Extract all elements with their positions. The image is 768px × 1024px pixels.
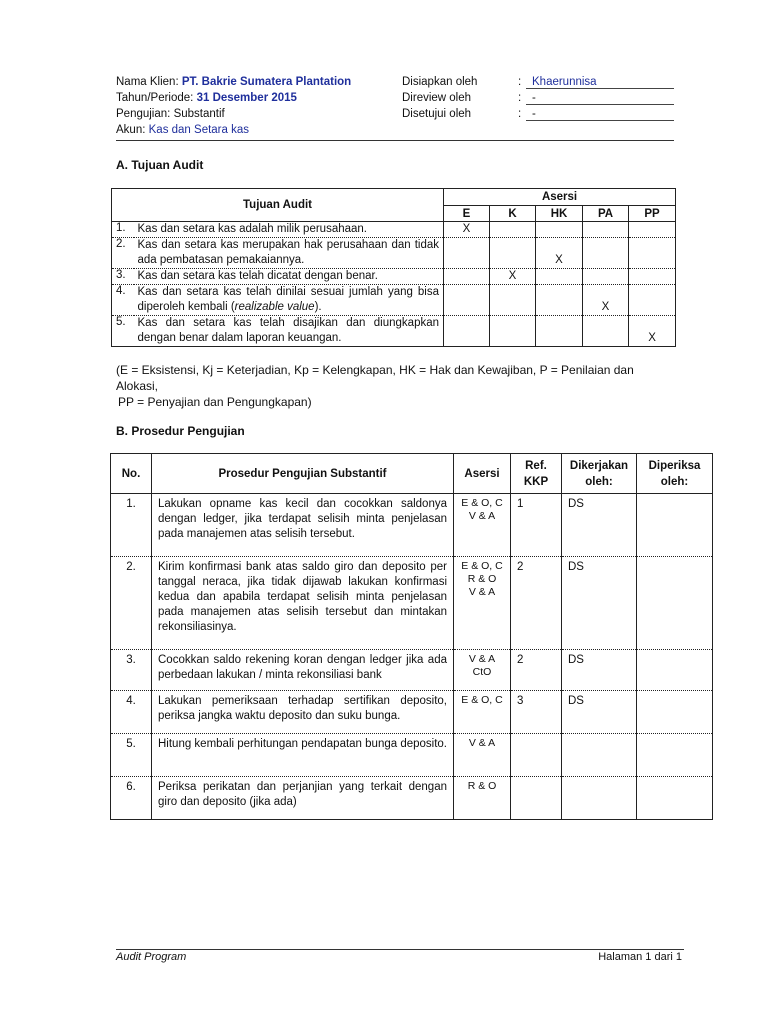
col-header-asersi-b: Asersi: [454, 454, 511, 494]
row-text-italic: realizable value: [234, 301, 315, 313]
mark-e: [444, 285, 490, 316]
table-row: [111, 777, 713, 820]
row-dikerjakan: DS: [562, 691, 637, 734]
asersi-line: R & O: [467, 573, 497, 585]
row-dikerjakan: [562, 734, 637, 777]
row-asersi: [454, 494, 511, 557]
row-number: 4.: [111, 691, 152, 734]
approved-by-label: Disetujui oleh: [402, 108, 472, 120]
table-row: [112, 222, 676, 238]
row-procedure: Hitung kembali perhitungan pendapatan bunga deposito.: [152, 734, 454, 777]
col-header-pa: PA: [583, 206, 629, 222]
mark-k: [490, 238, 536, 269]
row-diperiksa: [637, 777, 713, 820]
header-row-3: [116, 106, 674, 122]
table-row: [111, 734, 713, 777]
row-number: 6.: [111, 777, 152, 820]
asersi-line: V & A: [468, 586, 496, 598]
test-type-value: Substantif: [173, 108, 225, 120]
approved-by-value: -: [526, 106, 674, 121]
header-row-4: [116, 122, 674, 138]
row-ref: 2: [511, 557, 562, 650]
client-name: [116, 74, 351, 90]
table-row: [112, 316, 676, 347]
section-a-title: A. Tujuan Audit: [116, 158, 204, 172]
row-dikerjakan: DS: [562, 494, 637, 557]
mark-hk: X: [536, 238, 583, 269]
row-text: [134, 285, 444, 316]
mark-pa: [583, 222, 629, 238]
row-text-post: ).: [314, 301, 322, 313]
col-header-no: No.: [111, 454, 152, 494]
row-text: Kas dan setara kas telah dicatat dengan benar.: [134, 269, 444, 285]
row-diperiksa: [637, 734, 713, 777]
test-type-label: Pengujian:: [116, 108, 171, 120]
legend-line-1: (E = Eksistensi, Kj = Keterjadian, Kp = Kelengkapan, HK = Hak dan Kewajiban, P = Penilaian dan Alokasi,: [116, 363, 634, 393]
row-procedure: Lakukan opname kas kecil dan cocokkan saldonya dengan ledger, jika terdapat selisih minta penjelasan pada manajemen atas selisih tersebut.: [152, 494, 454, 557]
row-number: 1.: [111, 494, 152, 557]
row-text: Kas dan setara kas telah disajikan dan diungkapkan dengan benar dalam laporan keuangan.: [134, 316, 444, 347]
period: [116, 90, 297, 106]
document-header: [116, 74, 674, 138]
row-asersi: [454, 557, 511, 650]
row-number: 3.: [111, 650, 152, 691]
mark-e: X: [444, 222, 490, 238]
asersi-line: R & O: [467, 780, 497, 792]
row-asersi: [454, 691, 511, 734]
asersi-line: V & A: [468, 737, 496, 749]
row-diperiksa: [637, 494, 713, 557]
table-row: [111, 691, 713, 734]
mark-k: X: [490, 269, 536, 285]
row-ref: 2: [511, 650, 562, 691]
col-header-k: K: [490, 206, 536, 222]
row-text: Kas dan setara kas adalah milik perusahaan.: [134, 222, 444, 238]
mark-pa: [583, 269, 629, 285]
table-row: [112, 285, 676, 316]
header-divider: [116, 140, 674, 141]
audit-objectives-table: [111, 188, 676, 347]
col-header-ref: Ref. KKP: [511, 454, 562, 494]
col-header-asersi: Asersi: [444, 189, 676, 206]
table-row: [111, 494, 713, 557]
reviewed-by-colon: :: [518, 92, 522, 104]
col-header-tujuan: Tujuan Audit: [112, 189, 444, 222]
table-row: [112, 238, 676, 269]
client-name-value: PT. Bakrie Sumatera Plantation: [181, 76, 352, 88]
test-type: [116, 106, 225, 122]
mark-k: [490, 316, 536, 347]
reviewed-by-value: -: [526, 90, 674, 105]
reviewed-by-label: Direview oleh: [402, 92, 472, 104]
mark-pa: [583, 316, 629, 347]
row-text: Kas dan setara kas merupakan hak perusahaan dan tidak ada pembatasan pemakaiannya.: [134, 238, 444, 269]
client-name-label: Nama Klien:: [116, 76, 179, 88]
col-header-dikerjakan: Dikerjakan oleh:: [562, 454, 637, 494]
row-diperiksa: [637, 650, 713, 691]
header-row-2: [116, 90, 674, 106]
period-label: Tahun/Periode:: [116, 92, 194, 104]
account-label: Akun:: [116, 124, 146, 136]
mark-k: [490, 285, 536, 316]
mark-hk: [536, 316, 583, 347]
row-number: 1.: [112, 222, 134, 238]
mark-e: [444, 238, 490, 269]
mark-pp: X: [629, 316, 676, 347]
row-procedure: Periksa perikatan dan perjanjian yang terkait dengan giro dan deposito (jika ada): [152, 777, 454, 820]
table-row: [112, 269, 676, 285]
prepared-by-colon: :: [518, 76, 522, 88]
mark-e: [444, 316, 490, 347]
mark-hk: [536, 269, 583, 285]
account: [116, 122, 249, 138]
mark-pp: [629, 285, 676, 316]
row-ref: 3: [511, 691, 562, 734]
row-number: 5.: [111, 734, 152, 777]
row-number: 5.: [112, 316, 134, 347]
row-number: 2.: [111, 557, 152, 650]
account-value: Kas dan Setara kas: [148, 124, 249, 136]
period-value: 31 Desember 2015: [196, 92, 297, 104]
row-asersi: [454, 777, 511, 820]
asersi-line: V & A: [468, 653, 496, 665]
mark-pp: [629, 222, 676, 238]
assertion-legend: [116, 362, 676, 410]
footer-divider: [116, 949, 684, 950]
page-number: Halaman 1 dari 1: [598, 951, 682, 963]
mark-pa: [583, 238, 629, 269]
row-ref: [511, 734, 562, 777]
row-asersi: [454, 734, 511, 777]
mark-pp: [629, 269, 676, 285]
table-row: [111, 650, 713, 691]
mark-pp: [629, 238, 676, 269]
asersi-line: V & A: [468, 510, 496, 522]
col-header-diperiksa: Diperiksa oleh:: [637, 454, 713, 494]
section-b-title: B. Prosedur Pengujian: [116, 424, 245, 438]
row-diperiksa: [637, 557, 713, 650]
footer-title: Audit Program: [116, 951, 187, 963]
legend-line-2: PP = Penyajian dan Pengungkapan): [118, 395, 312, 409]
mark-hk: [536, 285, 583, 316]
row-asersi: [454, 650, 511, 691]
asersi-line: CtO: [472, 666, 492, 678]
table-row: [111, 557, 713, 650]
row-text-pre: Kas dan setara kas telah dinilai sesuai jumlah yang bisa diperoleh kembali (: [137, 286, 440, 313]
row-diperiksa: [637, 691, 713, 734]
mark-pa: X: [583, 285, 629, 316]
prepared-by-label: Disiapkan oleh: [402, 76, 478, 88]
row-number: 4.: [112, 285, 134, 316]
mark-k: [490, 222, 536, 238]
row-dikerjakan: DS: [562, 557, 637, 650]
prepared-by-value: Khaerunnisa: [526, 74, 674, 89]
row-number: 2.: [112, 238, 134, 269]
asersi-line: E & O, C: [461, 694, 503, 706]
approved-by-colon: :: [518, 108, 522, 120]
row-dikerjakan: DS: [562, 650, 637, 691]
col-header-prosedur: Prosedur Pengujian Substantif: [152, 454, 454, 494]
procedures-table: [110, 453, 713, 820]
row-dikerjakan: [562, 777, 637, 820]
row-ref: [511, 777, 562, 820]
col-header-hk: HK: [536, 206, 583, 222]
row-number: 3.: [112, 269, 134, 285]
mark-hk: [536, 222, 583, 238]
asersi-line: E & O, C: [461, 497, 503, 509]
row-procedure: Kirim konfirmasi bank atas saldo giro dan deposito per tanggal neraca, jika tidak dijawab lakukan konfirmasi kedua dan apabila terdapat selisih minta penjelasan pada manajemen atas selisih tersebut dan mintakan rekonsiliasinya.: [152, 557, 454, 650]
col-header-e: E: [444, 206, 490, 222]
row-ref: 1: [511, 494, 562, 557]
col-header-pp: PP: [629, 206, 676, 222]
row-procedure: Cocokkan saldo rekening koran dengan ledger jika ada perbedaan lakukan / minta rekonsiliasi bank: [152, 650, 454, 691]
row-procedure: Lakukan pemeriksaan terhadap sertifikan deposito, periksa jangka waktu deposito dan suku bunga.: [152, 691, 454, 734]
mark-e: [444, 269, 490, 285]
header-row-1: [116, 74, 674, 90]
asersi-line: E & O, C: [461, 560, 503, 572]
